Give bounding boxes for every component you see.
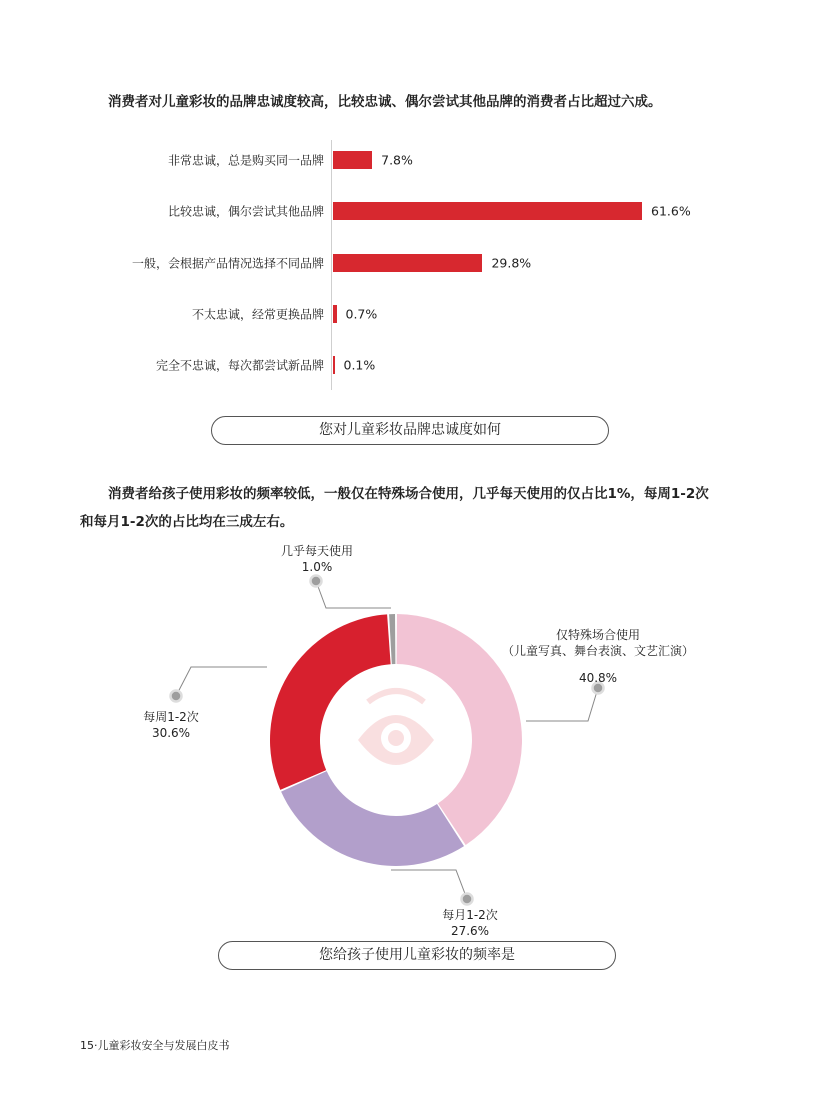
- pie-label-monthly-name: 每月1-2次: [442, 908, 498, 922]
- bar: [333, 202, 642, 220]
- bar-value-label: 61.6%: [651, 203, 691, 219]
- donut-slice: [281, 771, 464, 866]
- pie-label-monthly: [420, 907, 520, 939]
- pie-label-special-sub: （儿童写真、舞台表演、文艺汇演）: [501, 644, 694, 658]
- pie-label-daily-name: 几乎每天使用: [280, 544, 353, 558]
- section2-text: 消费者给孩子使用彩妆的频率较低，一般仅在特殊场合使用，几乎每天使用的仅占比1%，每周1-2次: [108, 486, 709, 502]
- bar-chart-axis: [331, 140, 332, 390]
- bar-category-label: 比较忠诚，偶尔尝试其他品牌: [167, 204, 324, 219]
- pie-label-daily-value: 1.0%: [301, 560, 333, 574]
- bar-category-label: 不太忠诚，经常更换品牌: [191, 307, 324, 322]
- pie-label-monthly-value: 27.6%: [450, 924, 490, 938]
- pie-label-special: [488, 627, 708, 686]
- watermark-eye-icon: [358, 691, 434, 765]
- dot-monthly: [462, 894, 473, 905]
- bar-category-label: 一般，会根据产品情况选择不同品牌: [131, 256, 324, 271]
- dot-weekly: [171, 691, 182, 702]
- section2-text-2: 和每月1-2次的占比均在三成左右。: [80, 514, 294, 530]
- question-pill-frequency: 您给孩子使用儿童彩妆的频率是: [218, 941, 616, 970]
- page-footer: 15·儿童彩妆安全与发展白皮书: [80, 1039, 230, 1052]
- bar: [333, 151, 372, 169]
- section2-paragraph-line2: [80, 508, 293, 537]
- bar-category-label: 完全不忠诚，每次都尝试新品牌: [155, 358, 324, 373]
- bar: [333, 254, 482, 272]
- bar: [333, 305, 337, 323]
- pie-label-weekly-name: 每周1-2次: [143, 710, 199, 724]
- bar-value-label: 0.1%: [343, 357, 376, 373]
- pie-label-special-value: 40.8%: [578, 671, 618, 685]
- section1-heading: 消费者对儿童彩妆的品牌忠诚度较高，比较忠诚、偶尔尝试其他品牌的消费者占比超过六成。: [108, 94, 662, 110]
- pie-label-special-name: 仅特殊场合使用: [555, 628, 640, 642]
- bar-value-label: 0.7%: [345, 306, 378, 322]
- pie-label-daily: [262, 543, 372, 575]
- question-pill-loyalty: 您对儿童彩妆品牌忠诚度如何: [211, 416, 609, 445]
- bar-category-label: 非常忠诚，总是购买同一品牌: [167, 153, 324, 168]
- dot-daily: [311, 576, 322, 587]
- bar: [333, 356, 335, 374]
- section2-paragraph-line1: [108, 480, 709, 509]
- bar-value-label: 29.8%: [491, 255, 532, 271]
- pie-label-weekly-value: 30.6%: [151, 726, 191, 740]
- bar-value-label: 7.8%: [381, 152, 413, 168]
- pie-label-weekly: [121, 709, 221, 741]
